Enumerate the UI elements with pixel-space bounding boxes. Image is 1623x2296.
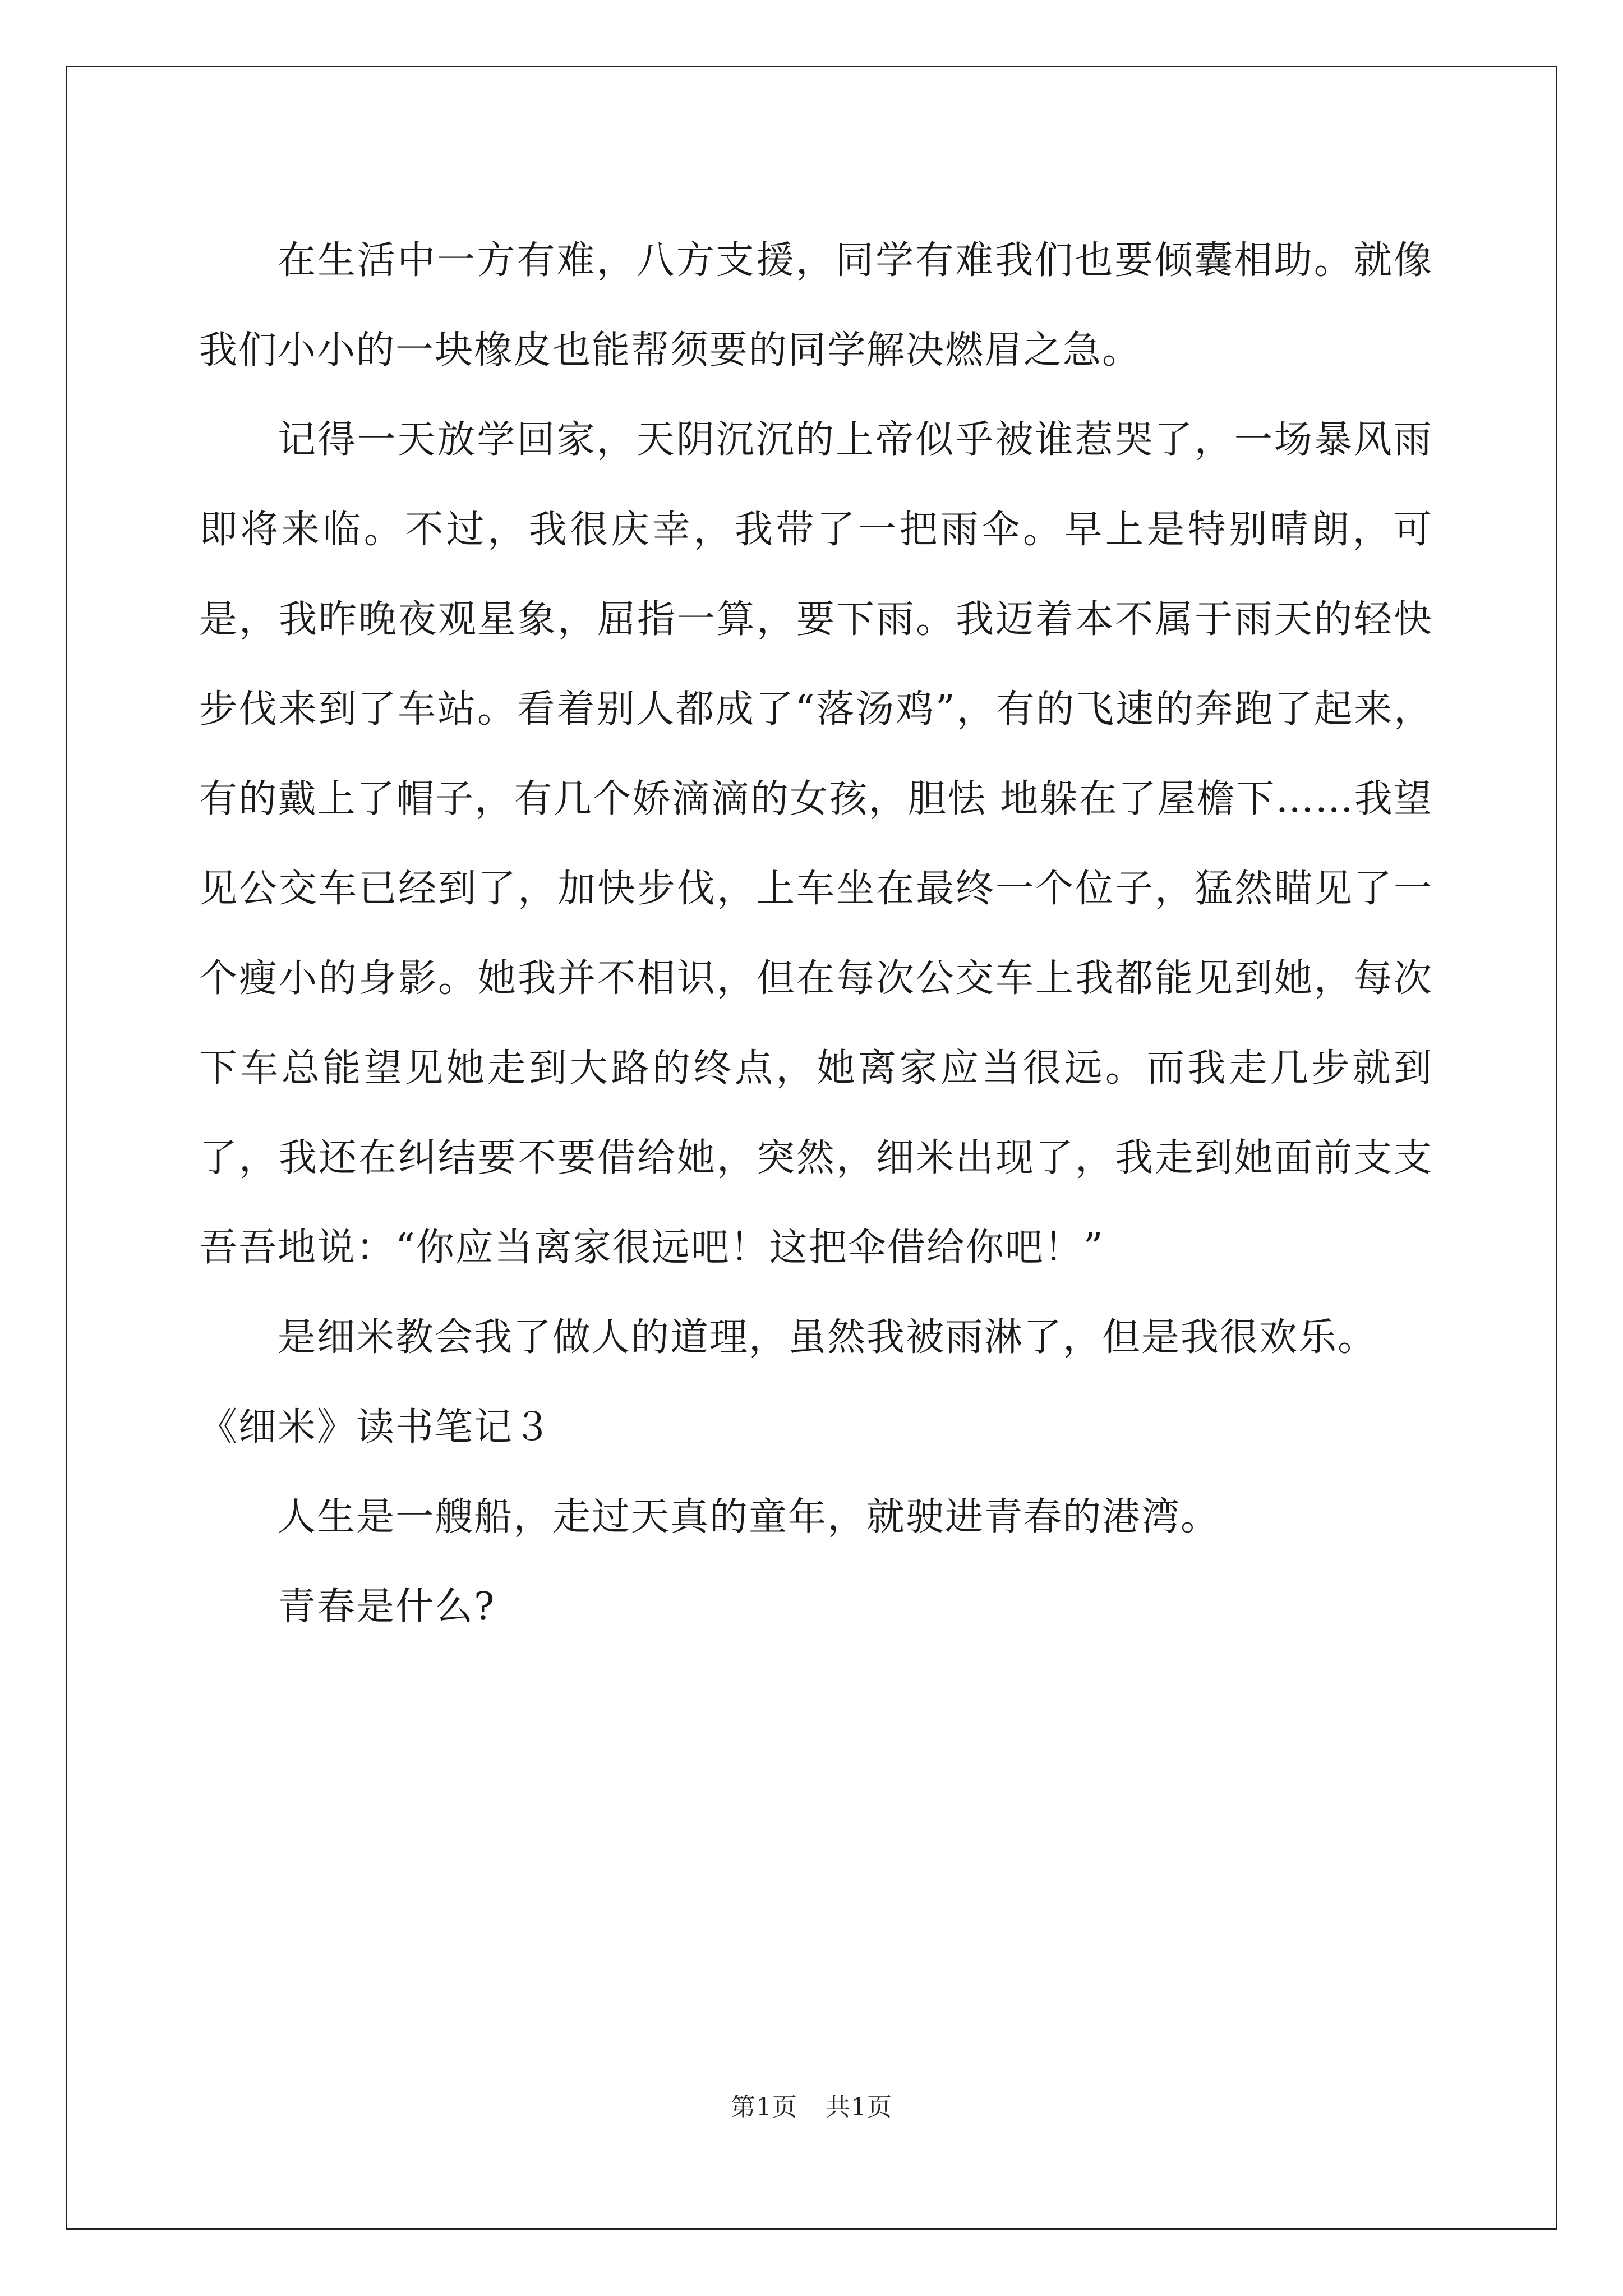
paragraph-what-is-youth: 青春是什么?	[278, 1585, 496, 1629]
paragraph-help-classmates: 在生活中一方有难，八方支援，同学有难我们也要倾囊相助。就像我们小小的一块橡皮也能帮须要的同学解决燃眉之急。	[199, 238, 1433, 372]
page-footer	[0, 2087, 1623, 2123]
document-body	[199, 216, 1433, 1652]
paragraph-life-is-a-boat: 人生是一艘船，走过天真的童年，就驶进青春的港湾。	[278, 1495, 1220, 1539]
section-heading: 《细米》读书笔记３	[199, 1405, 553, 1450]
page-number-current: 第1页	[731, 2093, 797, 2122]
paragraph-lesson-learned: 是细米教会我了做人的道理，虽然我被雨淋了，但是我很欢乐。	[278, 1315, 1377, 1360]
paragraph-rainy-day-story: 记得一天放学回家，天阴沉沉的上帝似乎被谁惹哭了，一场暴风雨即将来临。不过，我很庆幸，我带了一把雨伞。早上是特别晴朗，可是，我昨晚夜观星象，屈指一算，要下雨。我迈着本不属于雨天的轻快步伐来到了车站。看着别人都成了“落汤鸡”，有的飞速的奔跑了起来，有的戴上了帽子，有几个娇滴滴的女孩，胆怯 地躲在了屋檐下……我望见公交车已经到了，加快步伐，上车坐在最终一个位子，猛然瞄见了一个瘦小的身影。她我并不相识，但在每次公交车上我都能见到她，每次下车总能望见她走到大路的终点，她离家应当很远。而我走几步就到了，我还在纠结要不要借给她，突然，细米出现了，我走到她面前支支吾吾地说：“你应当离家很远吧！这把伞借给你吧！”	[199, 418, 1433, 1270]
page-number-total: 共1页	[826, 2093, 892, 2122]
